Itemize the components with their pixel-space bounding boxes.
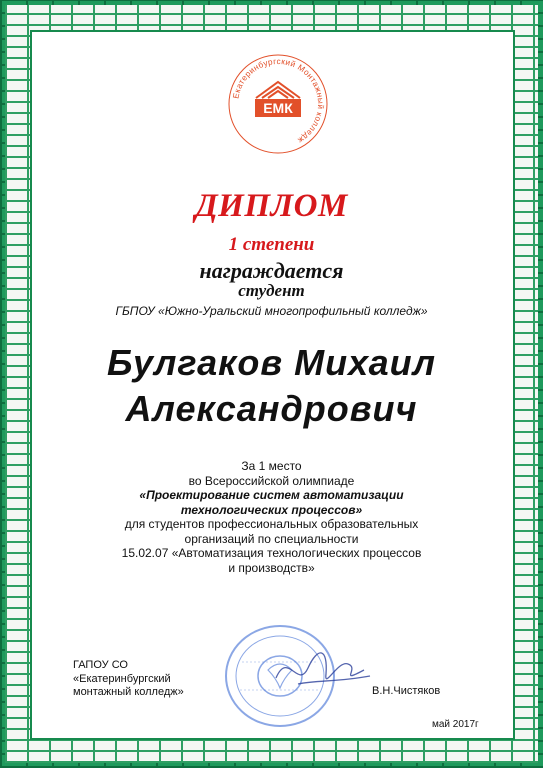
- specialty-line-cont: и производств»: [228, 560, 315, 575]
- signatory-org-line: ГАПОУ СО: [73, 659, 128, 671]
- diploma-title: ДИПЛОМ: [195, 188, 348, 224]
- college-logo: [226, 52, 330, 156]
- recipient-name-line2: Александрович: [125, 388, 418, 429]
- logo-letters: ЕМК: [263, 100, 293, 116]
- olympiad-title-cont: технологических процессов»: [180, 502, 363, 517]
- signatory-org-line: «Екатеринбургский: [73, 672, 171, 685]
- citation-text: [0, 459, 543, 575]
- signatory-org-line: монтажный колледж»: [73, 686, 184, 698]
- recipient-name-line1: Булгаков Михаил: [106, 342, 437, 383]
- citation-line: За 1 место: [241, 459, 302, 473]
- signatory-name: В.Н.Чистяков: [372, 685, 441, 697]
- olympiad-title: «Проектирование систем автоматизации: [139, 488, 404, 502]
- citation-line: организаций по специальности: [184, 531, 359, 546]
- recipient-role: студент: [238, 281, 305, 300]
- diploma-degree: 1 степени: [228, 234, 315, 255]
- signatory-organization: [73, 659, 184, 700]
- specialty-line: 15.02.07 «Автоматизация технологических процессов: [121, 546, 422, 560]
- citation-line: для студентов профессиональных образовательных: [124, 517, 419, 531]
- signature: [268, 640, 378, 700]
- issue-date: май 2017г: [432, 719, 479, 730]
- awarded-text: награждается: [199, 258, 344, 283]
- logo-ring-text: Екатеринбургский Монтажный колледж: [231, 56, 326, 146]
- recipient-name: [0, 340, 543, 432]
- recipient-organization: ГБПОУ «Южно-Уральский многопрофильный колледж»: [115, 304, 428, 318]
- citation-line: во Всероссийской олимпиаде: [188, 473, 355, 488]
